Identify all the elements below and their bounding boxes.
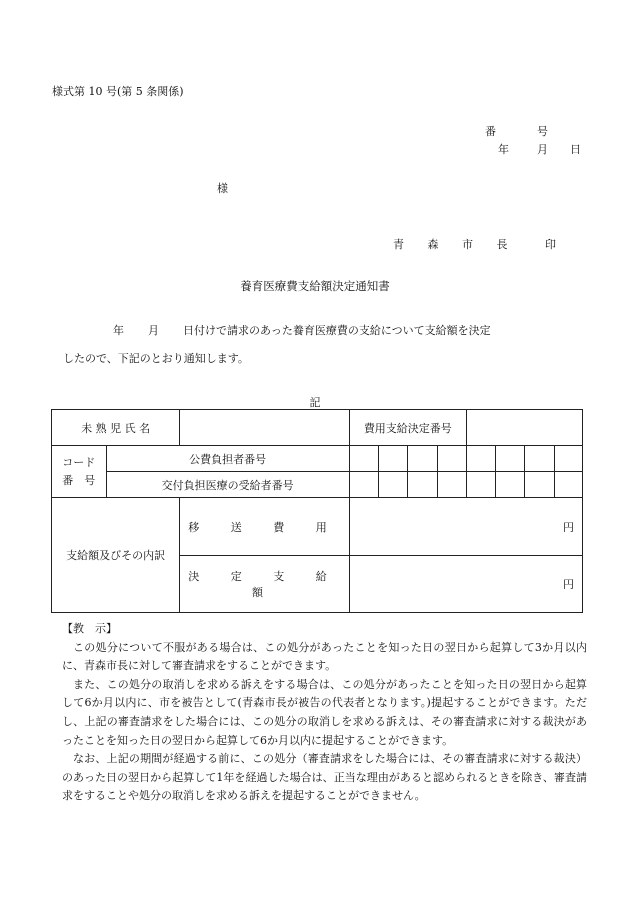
digit-cell: [466, 446, 495, 472]
number-label-left: 番: [485, 125, 496, 138]
decided-amount-yen: 円: [349, 556, 582, 613]
document-title: 養育医療費支給額決定通知書: [240, 279, 390, 293]
payment-breakdown-label: 支給額及びその内訳: [52, 498, 180, 613]
decision-number-label: 費用支給決定番号: [349, 410, 466, 446]
digit-cell: [349, 446, 378, 472]
seal-mark: 印: [545, 238, 556, 251]
body-line-2: したので、下記のとおり通知します。: [63, 352, 249, 365]
notice-heading: 【教 示】: [62, 622, 117, 635]
code-label-line-2: 番 号: [62, 473, 96, 487]
digit-cell: [554, 472, 582, 498]
transport-cost-yen: 円: [349, 498, 582, 556]
digit-cell: [496, 446, 525, 472]
child-name-label: 未 熟 児 氏 名: [52, 410, 180, 446]
form-number: 様式第 10 号(第 5 条関係): [52, 85, 184, 98]
digit-cell: [379, 472, 408, 498]
detail-table: [51, 409, 583, 613]
decided-amount-label: 決 定 支 給 額: [180, 556, 350, 613]
digit-cell: [525, 472, 554, 498]
public-payer-label: 公費負担者番号: [106, 446, 349, 472]
addressee-suffix: 様: [217, 182, 228, 195]
body-line-1: 日付けで請求のあった養育医療費の支給について支給額を決定: [183, 324, 491, 337]
body-year-label: 年: [113, 324, 124, 337]
date-year-label: 年: [498, 143, 509, 156]
sender-name: 青 森 市 長: [393, 238, 518, 251]
digit-cell: [437, 472, 466, 498]
code-number-label: [52, 446, 107, 498]
ki-heading: 記: [309, 396, 321, 409]
notice-paragraph-3: なお、上記の期間が経過する前に、この処分（審査請求をした場合には、その審査請求に対する裁決）のあった日の翌日から起算して1年を経過した場合は、正当な理由があると認められるときを除き、審査請求をすることや処分の取消しを求める訴えを提起することができません。: [62, 752, 587, 803]
digit-cell: [437, 446, 466, 472]
date-day-label: 日: [570, 143, 581, 156]
digit-cell: [379, 446, 408, 472]
number-label-right: 号: [537, 125, 548, 138]
transport-cost-label: 移 送 費 用: [180, 498, 350, 556]
code-label-line-1: コード: [62, 455, 96, 469]
body-month-label: 月: [148, 324, 159, 337]
decision-number-value: [466, 410, 582, 446]
child-name-value: [180, 410, 350, 446]
notice-paragraph-1: この処分について不服がある場合は、この処分があったことを知った日の翌日から起算して3か月以内に、青森市長に対して審査請求をすることができます。: [62, 640, 587, 673]
digit-cell: [349, 472, 378, 498]
date-month-label: 月: [537, 143, 548, 156]
digit-cell: [554, 446, 582, 472]
digit-cell: [525, 446, 554, 472]
recipient-number-label: 交付負担医療の受給者番号: [106, 472, 349, 498]
digit-cell: [496, 472, 525, 498]
digit-cell: [408, 446, 437, 472]
notice-section: [62, 620, 587, 806]
digit-cell: [408, 472, 437, 498]
digit-cell: [466, 472, 495, 498]
notice-paragraph-2: また、この処分の取消しを求める訴えをする場合は、この処分があったことを知った日の翌日から起算して6か月以内に、市を被告として(青森市長が被告の代表者となります。)提起することができます。ただし、上記の審査請求をした場合には、この処分の取消しを求める訴えは、その審査請求に対する裁決があったことを知った日の翌日から起算して6か月以内に提起することができます。: [62, 677, 587, 747]
